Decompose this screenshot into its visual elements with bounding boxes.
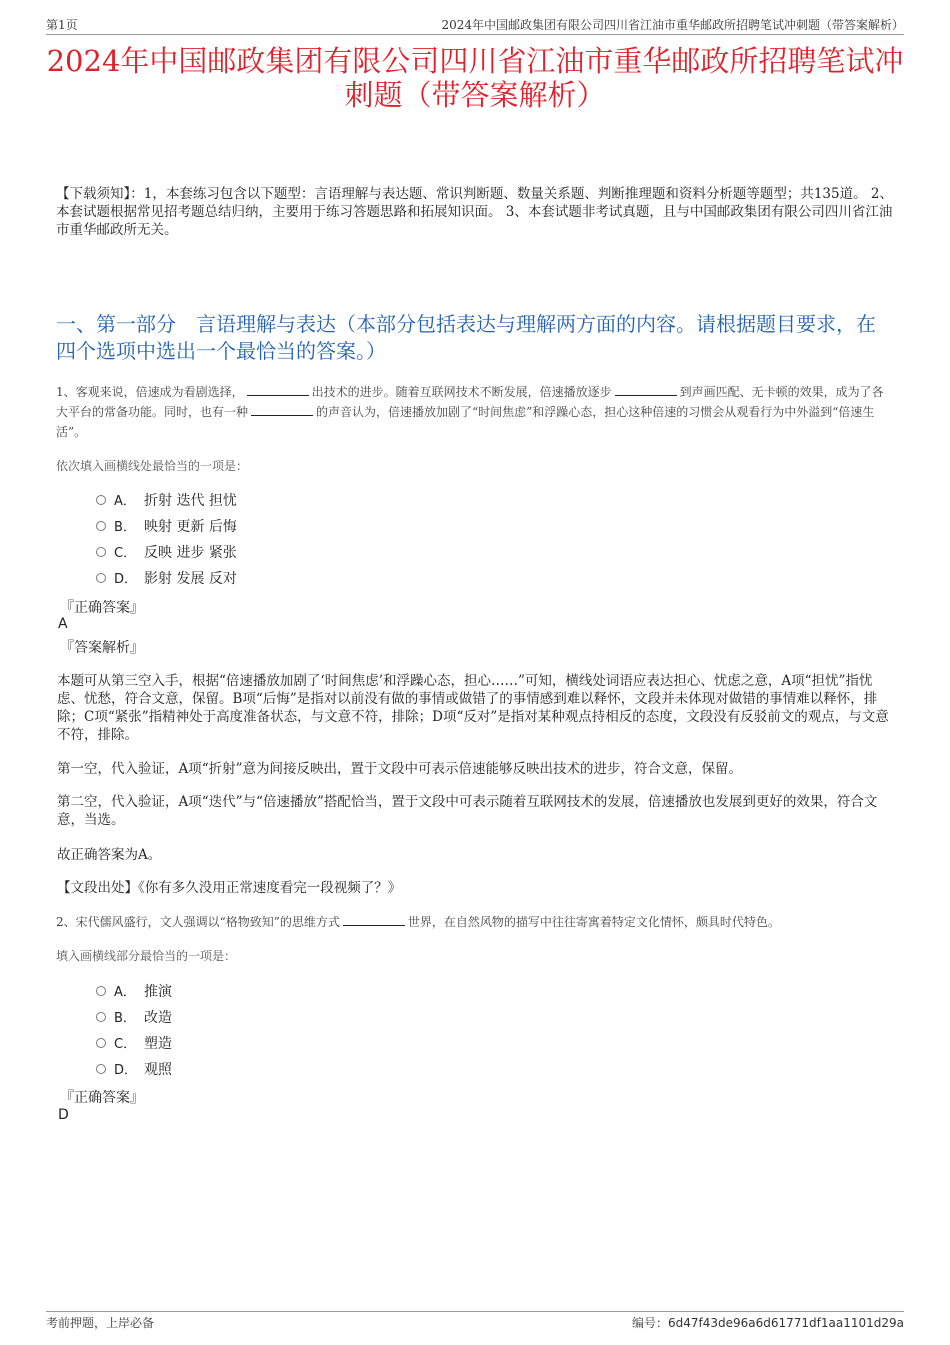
q1-analysis-para-4: 故正确答案为A。 [57,847,162,863]
document-title: 2024年中国邮政集团有限公司四川省江油市重华邮政所招聘笔试冲刺题（带答案解析） [46,44,904,112]
header-doc-title: 2024年中国邮政集团有限公司四川省江油市重华邮政所招聘笔试冲刺题（带答案解析） [441,18,904,32]
q1-text-part1: 1、客观来说，倍速成为看剧选择， [56,385,244,399]
q1-source: 【文段出处】《你有多久没用正常速度看完一段视频了？》 [57,880,402,896]
footer-code [632,1314,904,1331]
question-1-text [56,382,890,442]
q2-option-b[interactable]: B． 改造 [96,1008,172,1028]
page-number: 第1页 [46,18,78,32]
radio-icon[interactable] [96,1038,106,1048]
radio-icon[interactable] [96,521,106,531]
q2-answer-label: 『正确答案』 [60,1090,144,1106]
q1-option-d[interactable]: D． 影射 发展 反对 [96,569,237,589]
radio-icon[interactable] [96,1012,106,1022]
q2-option-c[interactable]: C． 塑造 [96,1034,172,1054]
footer-slogan: 考前押题，上岸必备 [46,1316,155,1330]
blank-line [247,383,309,396]
q1-analysis-para-2: 第一空，代入验证，A项“折射”意为间接反映出，置于文段中可表示倍速能够反映出技术的进步，符合文意，保留。 [57,761,743,777]
footer-code-label: 编号： [631,1316,668,1330]
section-heading: 一、第一部分 言语理解与表达（本部分包括表达与理解两方面的内容。请根据题目要求，在四个选项中选出一个最恰当的答案。） [56,312,876,363]
question-2-prompt: 填入画横线部分最恰当的一项是： [56,949,237,963]
q1-analysis-para-1: 本题可从第三空入手，根据“倍速播放加剧了‘时间焦虑’和浮躁心态，担心……”可知，横线处词语应表达担心、忧虑之意，A项“担忧”指忧虑、忧愁，符合文意，保留。B项“后悔”是指对以前没有做的事情或做错了的事情感到难以释怀，文段并未体现对做错的事情难以释怀，排除；C项“紧张”指精神处于高度准备状态，与文意不符，排除；D项“反对”是指对某种观点持相反的态度，文段没有反驳前文的观点，与文意不符，排除。 [57,673,889,743]
radio-icon[interactable] [96,547,106,557]
q2-option-a[interactable]: A． 推演 [96,982,172,1002]
q1-answer-label: 『正确答案』 [60,600,144,616]
q2-answer: D [58,1107,69,1123]
radio-icon[interactable] [96,986,106,996]
q2-option-d[interactable]: D． 观照 [96,1060,172,1080]
radio-icon[interactable] [96,573,106,583]
footer-divider [46,1311,904,1313]
q1-text-part3: 到声画匹配、无卡顿的效果，成为了各大平台的常备功能。同时，也有一种 [56,385,884,419]
radio-icon[interactable] [96,495,106,505]
q1-text-part2: 出技术的进步。随着互联网技术不断发展，倍速播放逐步 [311,385,612,399]
radio-icon[interactable] [96,1064,106,1074]
q2-text-part2: 世界，在自然风物的描写中往往寄寓着特定文化情怀，颇具时代特色。 [407,915,780,929]
q1-option-a[interactable]: A． 折射 迭代 担忧 [96,491,237,511]
download-notice: 【下载须知】：1，本套练习包含以下题型：言语理解与表达题、常识判断题、数量关系题、判断推理题和资料分析题等题型；共135道。 2、本套试题根据常见招考题总结归纳，主要用于练习答题思路和拓展知识面。 3、本套试题非考试真题，且与中国邮政集团有限公司四川省江油市重华邮政所无关。 [56,186,893,238]
q1-option-b[interactable]: B． 映射 更新 后悔 [96,517,237,537]
q1-option-c[interactable]: C． 反映 进步 紧张 [96,543,237,563]
q1-text-part4: 的声音认为，倍速播放加剧了“时间焦虑”和浮躁心态，担心这种倍速的习惯会从观看行为中外溢到“倍速生活”。 [56,405,875,439]
q1-analysis-para-3: 第二空，代入验证，A项“迭代”与“倍速播放”搭配恰当，置于文段中可表示随着互联网技术的发展，倍速播放也发展到更好的效果，符合文意，当选。 [57,794,878,828]
blank-line [251,403,313,416]
question-2-text [56,912,890,932]
footer-code-value: 6d47f43de96a6d61771df1aa1101d29a [667,1316,904,1330]
q1-answer: A [58,616,68,632]
q2-text-part1: 2、宋代儒风盛行，文人强调以“格物致知”的思维方式 [56,915,340,929]
q1-analysis-label: 『答案解析』 [60,640,144,656]
question-1-prompt: 依次填入画横线处最恰当的一项是： [56,459,249,473]
blank-line [343,913,405,926]
page-header [46,14,904,35]
blank-line [615,383,677,396]
